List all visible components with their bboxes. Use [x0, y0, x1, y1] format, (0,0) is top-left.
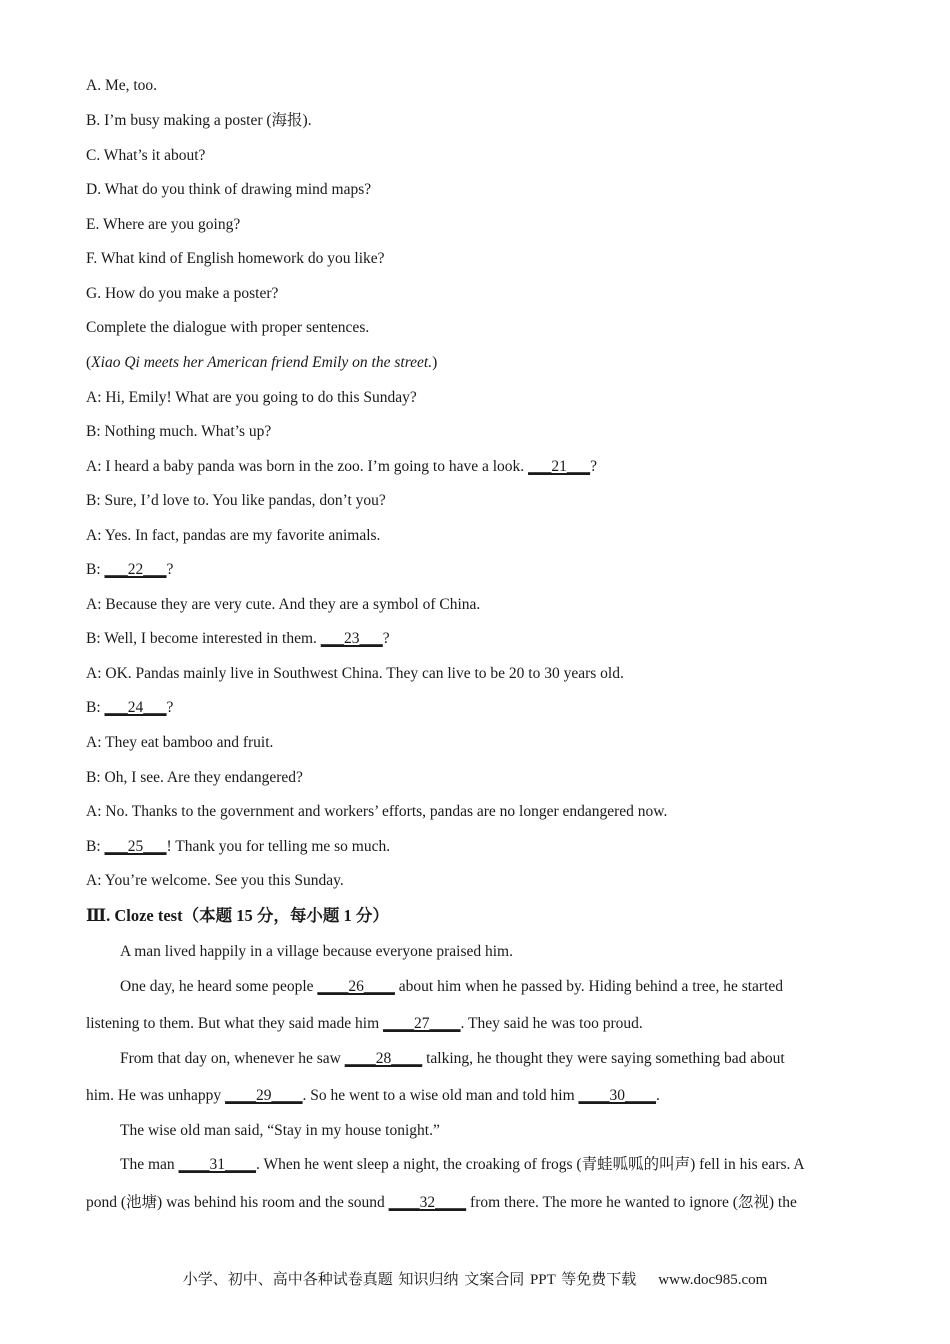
page-footer [0, 1270, 950, 1290]
dialogue-text: B: Oh, I see. Are they endangered? [86, 769, 303, 786]
dialogue-line [86, 629, 390, 649]
cloze-text: . They said he was too proud. [460, 1015, 643, 1032]
dialogue-text: ? [166, 699, 174, 716]
instruction: Complete the dialogue with proper sentences. [86, 319, 370, 336]
cloze-line [120, 1155, 805, 1175]
answer-blank-21: ___21___ [528, 458, 591, 475]
dialogue-line [86, 802, 667, 822]
cloze-line [86, 1086, 660, 1106]
cloze-line [120, 1049, 785, 1069]
option-a: A. Me, too. [86, 77, 158, 94]
context-close: ) [432, 354, 438, 371]
option-d: D. What do you think of drawing mind maps? [86, 181, 372, 198]
dialogue-text: B: [86, 699, 105, 716]
dialogue-text: A: No. Thanks to the government and workers’ efforts, pandas are no longer endangered now. [86, 803, 668, 820]
answer-blank-30: ____30____ [578, 1087, 656, 1104]
answer-blank-32: ____32____ [388, 1194, 467, 1211]
context-open: ( [86, 354, 92, 371]
cloze-line [120, 942, 513, 962]
dialogue-line [86, 422, 271, 442]
dialogue-text: ? [382, 630, 390, 647]
dialogue-text: B: Well, I become interested in them. [86, 630, 321, 647]
cloze-text: listening to them. But what they said made him [86, 1015, 384, 1032]
answer-blank-31: ____31____ [178, 1156, 257, 1173]
cloze-text: From that day on, whenever he saw [120, 1050, 345, 1067]
dialogue-text: A: Yes. In fact, pandas are my favorite animals. [86, 527, 381, 544]
dialogue-text: ? [166, 561, 174, 578]
cloze-text: A man lived happily in a village because everyone praised him. [120, 943, 513, 960]
footer-text: 小学、初中、高中各种试卷真题 知识归纳 文案合同 PPT 等免费下载 [182, 1272, 637, 1288]
answer-blank-23: ___23___ [320, 630, 383, 647]
answer-blank-22: ___22___ [104, 561, 167, 578]
context-text: Xiao Qi meets her American friend Emily on the street. [91, 354, 433, 371]
option-f: F. What kind of English homework do you like? [86, 250, 385, 267]
dialogue-text: A: I heard a baby panda was born in the zoo. I’m going to have a look. [86, 458, 529, 475]
dialogue-text: A: They eat bamboo and fruit. [86, 734, 274, 751]
cloze-text: from there. The more he wanted to ignore (忽视) the [466, 1194, 797, 1211]
dialogue-text: A: Hi, Emily! What are you going to do this Sunday? [86, 389, 417, 406]
cloze-text: about him when he passed by. Hiding behind a tree, he started [394, 978, 784, 995]
dialogue-line [86, 560, 173, 580]
dialogue-text: B: Sure, I’d love to. You like pandas, don’t you? [86, 492, 386, 509]
cloze-line [86, 1193, 797, 1213]
dialogue-text: B: [86, 838, 105, 855]
answer-blank-29: ____29____ [225, 1087, 303, 1104]
section-heading: Ⅲ. Cloze test（本题 15 分，每小题 1 分） [86, 906, 389, 925]
cloze-text: him. He was unhappy [86, 1087, 226, 1104]
dialogue-line [86, 526, 380, 546]
option-b: B. I’m busy making a poster (海报). [86, 112, 312, 129]
answer-blank-28: ____28____ [344, 1050, 423, 1067]
cloze-line [86, 1014, 643, 1034]
dialogue-line [86, 837, 390, 857]
footer-url[interactable]: www.doc985.com [658, 1272, 768, 1288]
dialogue-text: A: OK. Pandas mainly live in Southwest China. They can live to be 20 to 30 years old. [86, 665, 624, 682]
cloze-text: . [656, 1087, 660, 1104]
cloze-text: . When he went sleep a night, the croaking of frogs (青蛙呱呱的叫声) fell in his ears. A [256, 1156, 805, 1173]
answer-blank-27: ____27____ [383, 1015, 461, 1032]
dialogue-line [86, 768, 303, 788]
dialogue-line [86, 491, 386, 511]
cloze-text: talking, he thought they were saying something bad about [422, 1050, 785, 1067]
cloze-text: The man [120, 1156, 179, 1173]
option-g: G. How do you make a poster? [86, 285, 279, 302]
dialogue-line [86, 388, 417, 408]
dialogue-line [86, 733, 273, 753]
dialogue-line [86, 871, 344, 891]
dialogue-context [86, 353, 437, 373]
cloze-line [120, 977, 783, 997]
dialogue-line [86, 595, 480, 615]
answer-blank-24: ___24___ [104, 699, 167, 716]
cloze-text: pond (池塘) was behind his room and the sound [86, 1194, 389, 1211]
cloze-text: One day, he heard some people [120, 978, 318, 995]
cloze-line [120, 1121, 440, 1141]
dialogue-text: ! Thank you for telling me so much. [166, 838, 391, 855]
answer-blank-26: ____26____ [317, 978, 395, 995]
dialogue-text: B: Nothing much. What’s up? [86, 423, 272, 440]
option-e: E. Where are you going? [86, 216, 241, 233]
cloze-text: The wise old man said, “Stay in my house tonight.” [120, 1122, 440, 1139]
dialogue-line [86, 457, 597, 477]
dialogue-text: ? [590, 458, 597, 475]
dialogue-line [86, 698, 173, 718]
dialogue-text: A: Because they are very cute. And they are a symbol of China. [86, 596, 481, 613]
option-c: C. What’s it about? [86, 147, 206, 164]
answer-blank-25: ___25___ [104, 838, 167, 855]
dialogue-text: B: [86, 561, 105, 578]
dialogue-text: A: You’re welcome. See you this Sunday. [86, 872, 344, 889]
dialogue-line [86, 664, 624, 684]
cloze-text: . So he went to a wise old man and told him [302, 1087, 579, 1104]
